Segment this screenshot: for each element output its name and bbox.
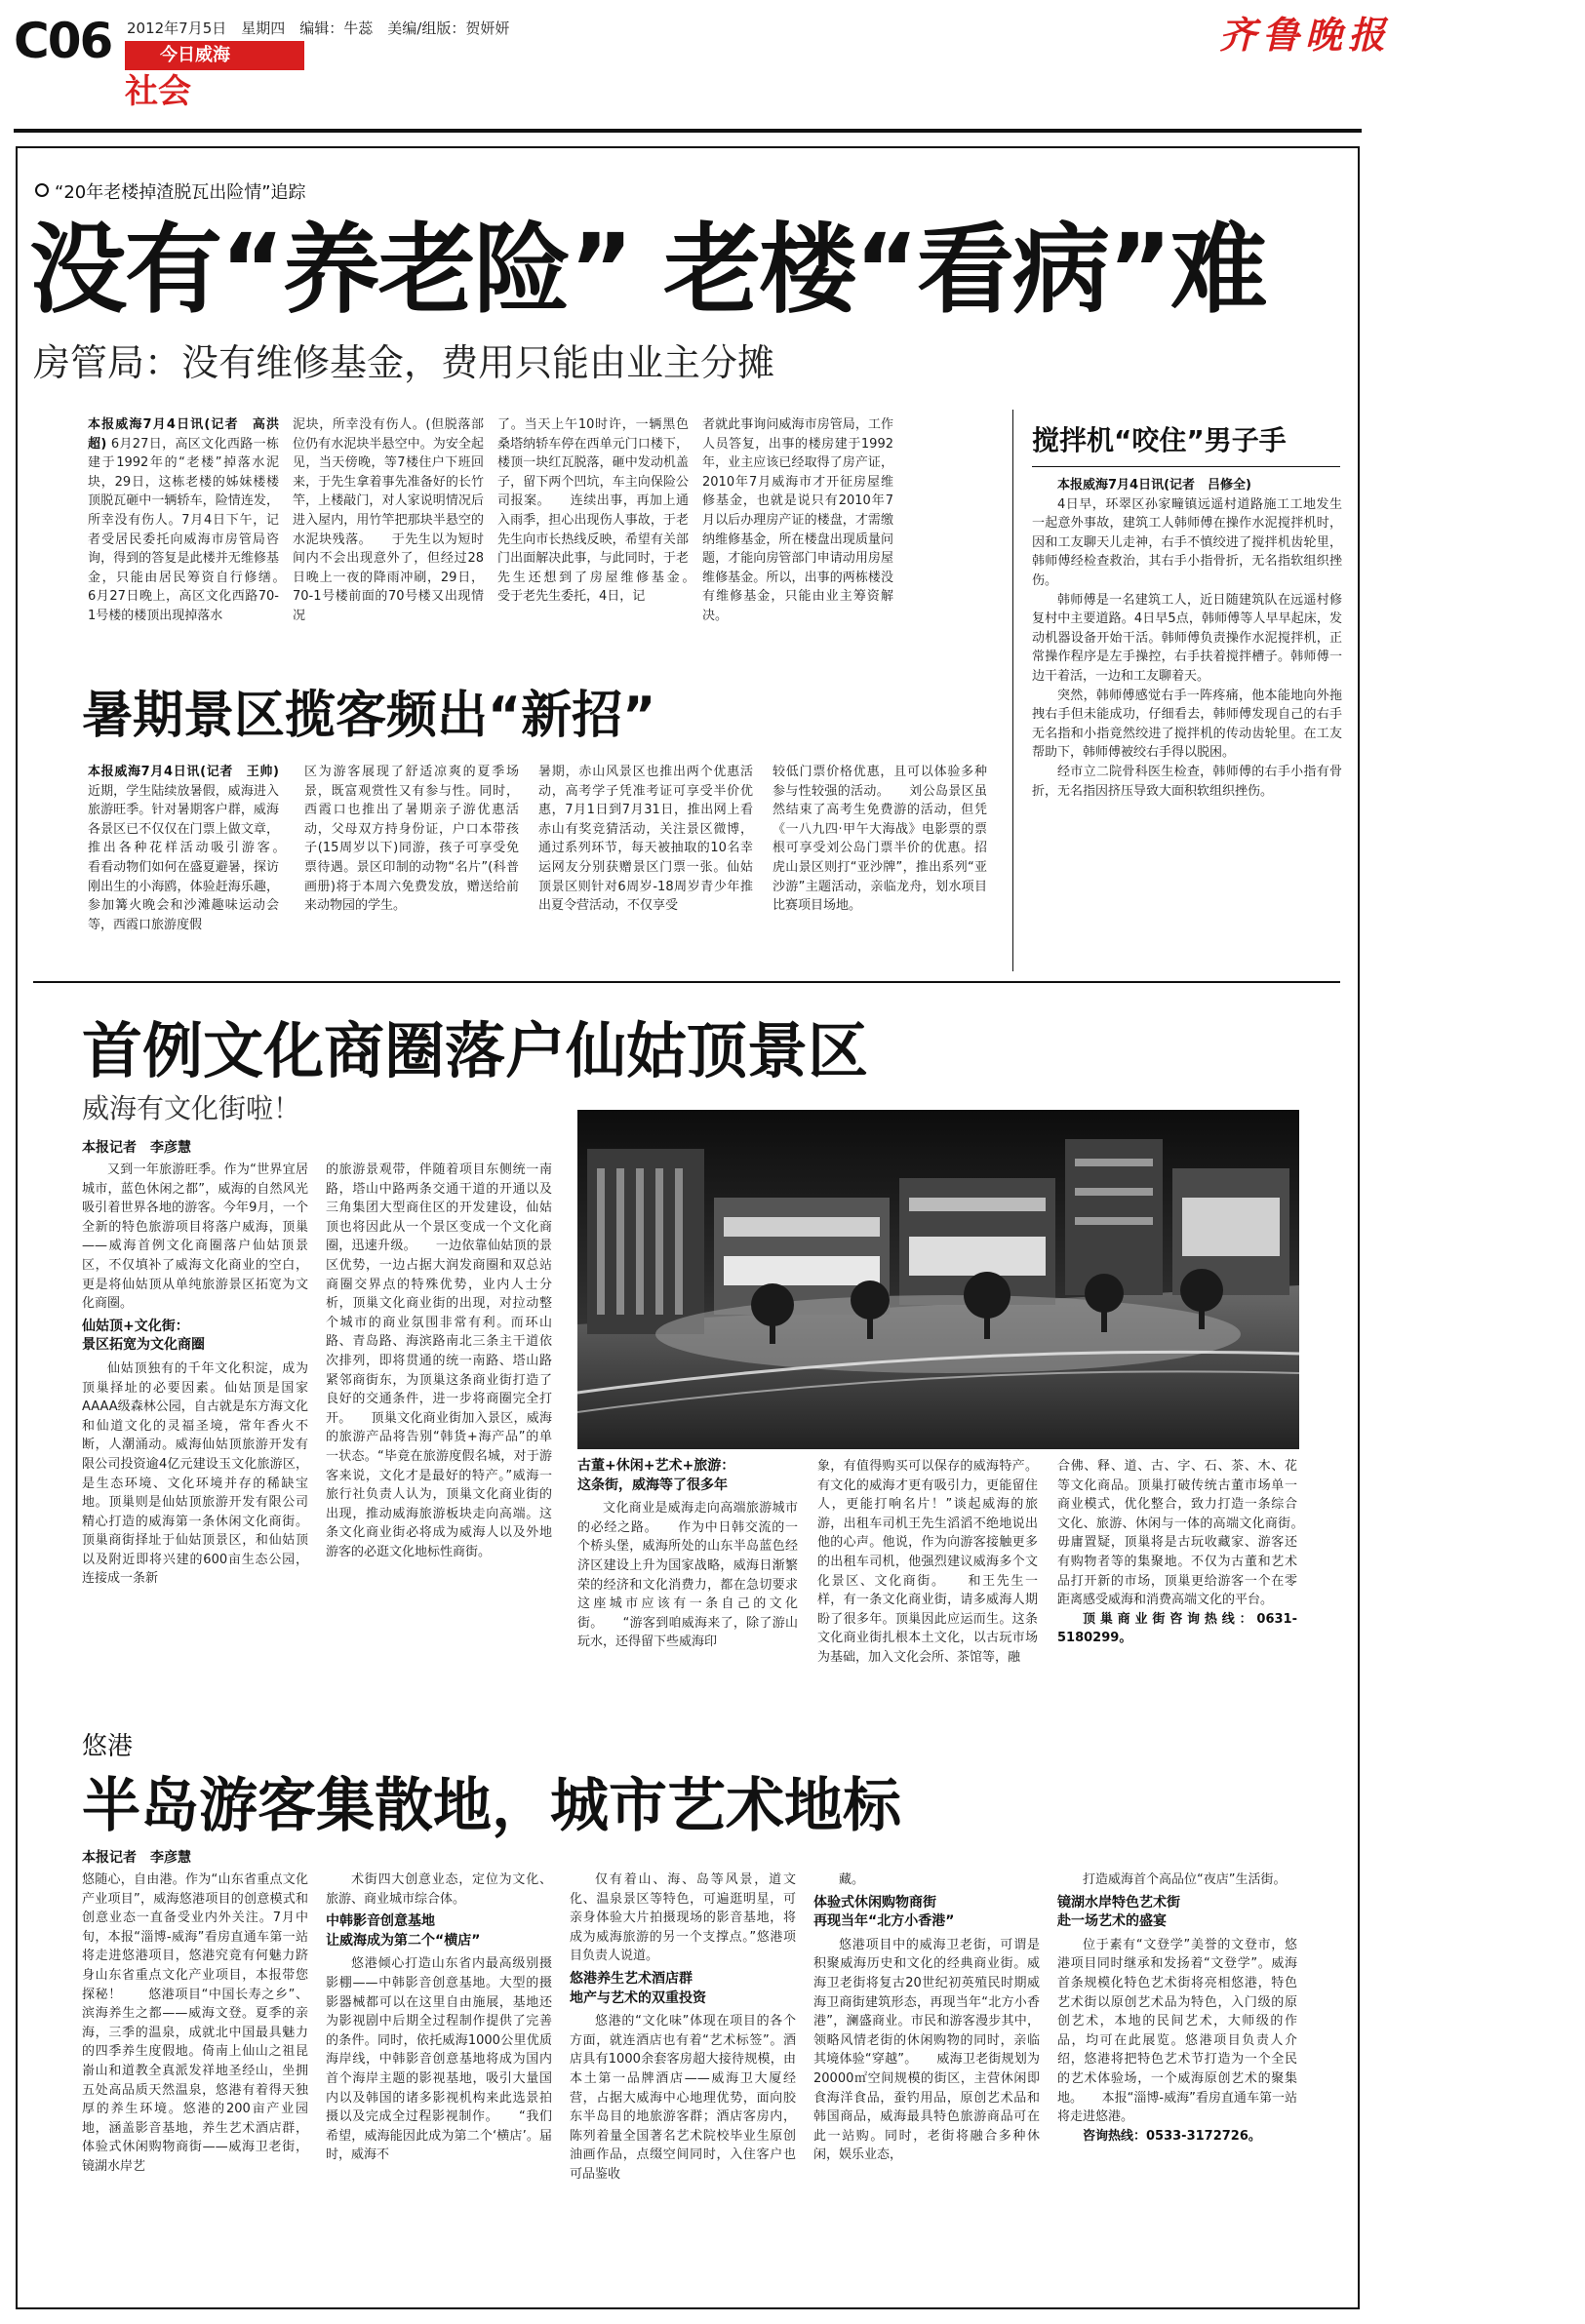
article1-text-2: 泥块，所幸没有伤人。(但脱落部位仍有水泥块半悬空中。为安全起见，当天傍晚，等7楼住户下班回来，于先生拿着事先准备好的长竹竿，上楼敲门，对人家说明情况后进入屋内，用竹竿把那块半悬空的水泥块残落。 于先生以为短时间内不会出现意外了，但经过28日晚上一夜的降雨冲刷，29日，70-1号楼前面的70号楼又出现情况 <box>293 417 484 623</box>
article4-text-4: 象，有值得购买可以保存的威海特产。有文化的威海才更有吸引力，更能留住人，更能打响名片！”谈起威海的旅游，出租车司机王先生滔滔不绝地说出他的心声。他说，作为向游客接触更多的出租车司机，他强烈建议威海多个文化景区、文化商街。 和王先生一样，有一条文化商业街，请多威海人期盼了很多年。顶巢因此应运而生。这条文化商业街扎根本土文化，以古玩市场为基础，加入文化会所、茶馆等，融 <box>817 1459 1038 1665</box>
article3-text-3: 暑期，赤山风景区也推出两个优惠活动，高考学子凭准考证可享受半价优惠，7月1日到7月31日，推出网上看赤山有奖竞猜活动，关注景区微博，通过系列环节，每天被抽取的10名幸运网友分别获赠景区门票一张。仙姑顶景区则针对6周岁-18周岁青少年推出夏令营活动，不仅享受 <box>538 765 753 914</box>
article5-text-3b: 悠港的“文化味”体现在项目的各个方面，就连酒店也有着“艺术标签”。酒店具有1000余套客房超大接待规模，由本土第一品牌酒店——威海卫大厦经营，占据大威海中心地理优势，面向胶东半岛目的地旅游客群；酒店客房内，陈列着量全国著名艺术院校毕业生原创油画作品，点缀空间同时，入住客户也可品鉴收 <box>570 2014 796 2182</box>
article3-text-1: 近期，学生陆续放暑假，威海进入旅游旺季。针对暑期客户群，威海各景区已不仅仅在门票上做文章，推出各种花样活动吸引游客。 看看动物们如何在盛夏避暑，探访刚出生的小海鸥，体验赶海乐趣，参加篝火晚会和沙滩趣味运动会等，西霞口旅游度假 <box>88 783 279 932</box>
article5-col4-sub: 体验式休闲购物商街 再现当年“北方小香港” <box>813 1894 955 1930</box>
article4-subhead: 威海有文化街啦！ <box>82 1092 301 1124</box>
article1-col-2 <box>293 415 484 648</box>
photo-street-night <box>577 1110 1299 1449</box>
article5-col3-sub: 悠港养生艺术酒店群 地产与艺术的双重投资 <box>570 1970 706 2006</box>
article5-col5-sub: 镜湖水岸特色艺术街 赴一场艺术的盛宴 <box>1057 1894 1180 1930</box>
article5-col-1 <box>82 1871 308 2300</box>
article1-headline: 没有“养老险” 老楼“看病”难 <box>29 213 1266 327</box>
article3-text-4: 较低门票价格优惠，且可以体验多种参与性较强的活动。 刘公岛景区虽然结束了高考生免费游的活动，但凭《一八九四·甲午大海战》电影票的票根可享受刘公岛门票半价的优惠。招虎山景区则打“亚沙牌”，推出系列“亚沙游”主题活动，亲临龙舟，划水项目比赛项目场地。 <box>773 765 987 914</box>
article2-headline: 搅拌机“咬住”男子手 <box>1032 424 1287 456</box>
article4-headline: 首例文化商圈落户仙姑顶景区 <box>82 1015 869 1086</box>
article1-text-3: 了。当天上午10时许，一辆黑色桑塔纳轿车停在西单元门口楼下，楼顶一块红瓦脱落，砸中发动机盖子，留下两个凹坑，车主向保险公司报案。 连续出事，再加上通入雨季，担心出现伤人事故，于老先生向市长热线反映，希望有关部门出面解决此事，与此同时，于老先生还想到了房屋维修基金。 受于老先生委托，4日，记 <box>497 417 689 605</box>
issue-meta: 2012年7月5日 星期四 编辑：牛蕊 美编/组版：贺妍妍 <box>127 20 510 37</box>
article1-byline: 本报威海7月4日讯(记者 高洪超) <box>88 417 279 452</box>
article4-col3-sub: 古董+休闲+艺术+旅游： 这条街，威海等了很多年 <box>577 1458 735 1493</box>
article1-col-1 <box>88 415 279 648</box>
section-rule-1 <box>33 981 1340 983</box>
vertical-divider <box>1012 410 1013 971</box>
page-number: C06 <box>14 14 112 68</box>
article3-headline: 暑期景区揽客频出“新招” <box>82 687 656 745</box>
article4-col-2 <box>326 1161 552 1711</box>
masthead-logo: 齐鲁晚报 <box>1219 13 1392 57</box>
article1-col-4 <box>702 415 893 648</box>
article4-col-1 <box>82 1161 308 1711</box>
article4-byline: 本报记者 李彦慧 <box>82 1140 191 1156</box>
article4-col1-sub: 仙姑顶+文化街： 景区拓宽为文化商圈 <box>82 1318 205 1354</box>
article2-para-1: 4日早，环翠区孙家疃镇远遥村道路施工工地发生一起意外事故，建筑工人韩师傅在操作水泥搅拌机时，因和工友聊天儿走神，右手不慎绞进了搅拌机齿轮里，韩师傅经检查救治，其右手小指骨折，无名指软组织挫伤。 <box>1032 496 1342 588</box>
article5-kicker: 悠港 <box>82 1732 134 1761</box>
section-name: 社会 <box>125 72 191 111</box>
article5-headline: 半岛游客集散地，城市艺术地标 <box>82 1772 901 1840</box>
article5-text-4: 藏。 <box>839 1872 865 1887</box>
article4-col-3 <box>577 1457 798 1711</box>
article5-text-5: 打造威海首个高品位“夜店”生活街。 <box>1083 1872 1287 1887</box>
article2-rule <box>1032 466 1340 467</box>
article3-col-4 <box>773 763 987 967</box>
article5-hotline: 咨询热线：0533-3172726。 <box>1083 2128 1261 2144</box>
article3-col-3 <box>538 763 753 967</box>
article3-byline: 本报威海7月4日讯(记者 王帅) <box>88 765 279 779</box>
article3-col-1 <box>88 763 279 967</box>
article4-hotline: 顶巢商业街咨询热线：0631-5180299。 <box>1057 1611 1297 1646</box>
article5-col-5 <box>1057 1871 1297 2300</box>
article2-para-4: 经市立二院骨科医生检查，韩师傅的右手小指有骨折，无名指因挤压导致大面积软组织挫伤。 <box>1032 764 1342 799</box>
article5-col2-sub: 中韩影音创意基地 让威海成为第二个“横店” <box>326 1913 481 1949</box>
article2-body <box>1032 476 1342 964</box>
article2-para-3: 突然，韩师傅感觉右手一阵疼痛，他本能地向外拖拽右手但未能成功，仔细看去，韩师傅发现自己的右手无名指和小指竟然绞进了搅拌机的传动齿轮里。在工友帮助下，韩师傅被绞右手得以脱困。 <box>1032 688 1342 761</box>
article5-text-4b: 悠港项目中的威海卫老街，可谓是积聚威海历史和文化的经典商业街。威海卫老街将复古20世纪初英殖民时期威海卫商街建筑形态，再现当年“北方小香港”，澜盛商业。市民和游客漫步其中，领略风情老街的休闲购物的同时，亲临其境体验“穿越”。 威海卫老街规划为20000㎡空间规模的街区，主营休闲即食海洋食品，蚕钓用品，原创艺术品和韩国商品，威海最具特色旅游商品可在此一站购。同时，老街将融合多种休闲，娱乐业态， <box>813 1937 1040 2163</box>
article1-subhead: 房管局：没有维修基金，费用只能由业主分摊 <box>33 341 775 384</box>
header-rule <box>14 129 1362 133</box>
article1-col-3 <box>497 415 689 648</box>
kicker-bullet-icon <box>35 183 49 197</box>
article1-kicker: “20年老楼掉渣脱瓦出险情”追踪 <box>55 182 306 203</box>
article5-text-2b: 悠港倾心打造山东省内最高级别摄影棚——中韩影音创意基地。大型的摄影器械都可以在这里自由施展，基地还为影视剧中后期全过程制作提供了完善的条件。同时，依托威海1000公里优质海岸线，中韩影音创意基地将成为国内首个海岸主题的影视基地，吸引大量国内以及韩国的诸多影视机构来此选景拍摄以及完成全过程影视制作。 “我们希望，威海能因此成为第二个‘横店’。届时，威海不 <box>326 1956 552 2163</box>
article5-col-2 <box>326 1871 552 2300</box>
article5-col-4 <box>813 1871 1040 2300</box>
article5-text-3: 仅有着山、海、岛等风景，道文化、温泉景区等特色，可遍逛明星，可亲身体验大片拍摄现场的影音基地，将成为威海旅游的另一个支撑点。”悠港项目负责人说道。 <box>570 1872 796 1964</box>
article3-col-2 <box>304 763 519 967</box>
article2-byline: 本报威海7月4日讯(记者 吕修全) <box>1057 478 1251 492</box>
section-tag: 今日威海 <box>125 41 304 70</box>
article5-col-3 <box>570 1871 796 2300</box>
article1-text-1: 6月27日，高区文化西路一栋建于1992年的“老楼”掉落水泥块，29日，这栋老楼的姊妹楼楼顶脱瓦砸中一辆轿车，险情连发，所幸没有伤人。7月4日下午，记者受居民委托向威海市房管局咨询，得到的答复是此楼并无维修基金，只能由居民筹资自行修缮。 6月27日晚上，高区文化西路70-1号楼的楼顶出现掉落水 <box>88 436 279 623</box>
article5-text-2: 术街四大创意业态，定位为文化、旅游、商业城市综合体。 <box>326 1872 552 1907</box>
article5-text-5b: 位于素有“文登学”美誉的文登市，悠港项目同时继承和发扬着“文登学”。威海首条规模化特色艺术街将亮相悠港，特色艺术街以原创艺术品为特色，入门级的原创艺术，本地的民间艺术，大师级的作品，均可在此展览。悠港项目负责人介绍，悠港将把特色艺术节打造为一个全民的艺术体验场，一个威海原创艺术的聚集地。 本报“淄博-威海”看房直通车第一站将走进悠港。 <box>1057 1937 1297 2125</box>
article4-text-1: 又到一年旅游旺季。作为“世界宜居城市，蓝色休闲之都”，威海的自然风光吸引着世界各地的游客。今年9月，一个全新的特色旅游项目将落户威海，顶巢——威海首例文化商圈落户仙姑顶景区，不仅填补了威海文化商业的空白，更是将仙姑顶从单纯旅游景区拓宽为文化商圈。 <box>82 1162 308 1312</box>
article4-text-3: 文化商业是威海走向高端旅游城市的必经之路。 作为中日韩交流的一个桥头堡，威海所处的山东半岛蓝色经济区建设上升为国家战略，威海日渐繁荣的经济和文化消费力，都在急切要求这座城市应该有一条自己的文化街。 “游客到咱威海来了，除了游山玩水，还得留下些威海印 <box>577 1501 798 1650</box>
article4-text-2: 的旅游景观带，伴随着项目东侧统一南路，塔山中路两条交通干道的开通以及三角集团大型商住区的开发建设，仙姑顶也将因此从一个景区变成一个文化商圈，迅速升级。 一边依靠仙姑顶的景区优势，一边占据大润发商圈和双总站商圈交界点的特殊优势，业内人士分析，顶巢文化商业街的出现，对拉动整个城市的商业氛围非常有利。而环山路、青岛路、海滨路南北三条主干道依次排列，即将贯通的统一南路、塔山路紧邻商街东，为顶巢这条商业街打造了良好的交通条件，进一步将商圈完全打开。 顶巢文化商业街加入景区，威海的旅游产品将告别“韩货+海产品”的单一状态。“毕竟在旅游度假名城，对于游客来说，文化才是最好的特产。”威海一旅行社负责人认为，顶巢文化商业街的出现，推动威海旅游板块走向高端。这条文化商业街必将成为威海人以及外地游客的必逛文化地标性商街。 <box>326 1162 552 1559</box>
article5-text-1: 悠随心，自由港。作为“山东省重点文化产业项目”，威海悠港项目的创意模式和创意业态一直备受业内外关注。7月中旬，本报“淄博-威海”看房直通车第一站将走进悠港项目，悠港究竟有何魅力跻身山东省重点文化产业项目，本报带您探秘！ 悠港项目“中国长寿之乡”、滨海养生之都——威海文登。夏季的亲海，三季的温泉，成就北中国最具魅力的四季养生度假地。倚南上仙山之祖昆嵛山和道教全真派发祥地圣经山，坐拥五处高品质天然温泉，悠港有着得天独厚的养生环境。悠港的200亩产业园地，涵盖影音基地，养生艺术酒店群，体验式休闲购物商街——威海卫老街，镜湖水岸艺 <box>82 1872 308 2174</box>
article4-text-5: 合佛、释、道、古、字、石、茶、木、花等文化商品。顶巢打破传统古董市场单一商业模式，优化整合，致力打造一条综合文化、旅游、休闲与一体的高端文化商街。 毋庸置疑，顶巢将是古玩收藏家、游客还有购物者等的集聚地。不仅为古董和艺术品打开新的市场，顶巢更给游客一个在零距离感受威海和消费高端文化的平台。 <box>1057 1459 1297 1608</box>
article3-text-2: 区为游客展现了舒适凉爽的夏季场景，既富观赏性又有参与性。同时，西霞口也推出了暑期亲子游优惠活动，父母双方持身份证，户口本带孩子(15周岁以下)同游，孩子可享受免票待遇。景区印制的动物“名片”(科普画册)将于本周六免费发放，赠送给前来动物园的学生。 <box>304 765 519 914</box>
article1-text-4: 者就此事询问威海市房管局，工作人员答复，出事的楼房建于1992年，业主应该已经取得了房产证，2010年7月威海市才开征房屋维修基金，也就是说只有2010年7月以后办理房产证的楼盘，才需缴纳维修基金，所在楼盘出现质量问题，才能向房管部门申请动用房屋维修基金。所以，出事的两栋楼没有维修基金，只能由业主筹资解决。 <box>702 417 893 623</box>
article4-col-5 <box>1057 1457 1297 1711</box>
article4-text-1b: 仙姑顶独有的千年文化积淀，成为顶巢择址的必要因素。仙姑顶是国家AAAA级森林公园，自古就是东方海文化和仙道文化的灵福圣境，常年香火不断，人潮涌动。威海仙姑顶旅游开发有限公司投资逾4亿元建设玉文化旅游区，是生态环境、文化环境并存的稀缺宝地。顶巢则是仙姑顶旅游开发有限公司精心打造的威海第一条休闲文化商街。顶巢商街择址于仙姑顶景区，和仙姑顶以及附近即将兴建的600亩生态公园，连接成一条新 <box>82 1360 308 1587</box>
article4-col-4 <box>817 1457 1038 1711</box>
article2-para-2: 韩师傅是一名建筑工人，近日随建筑队在远遥村修复村中主要道路。4日早5点，韩师傅等人早早起床，发动机器设备开始干活。韩师傅负责操作水泥搅拌机，正常操作程序是左手操控，右手扶着搅拌槽子。韩师傅一边干着活，一边和工友聊着天。 <box>1032 592 1342 684</box>
article5-byline: 本报记者 李彦慧 <box>82 1850 191 1866</box>
